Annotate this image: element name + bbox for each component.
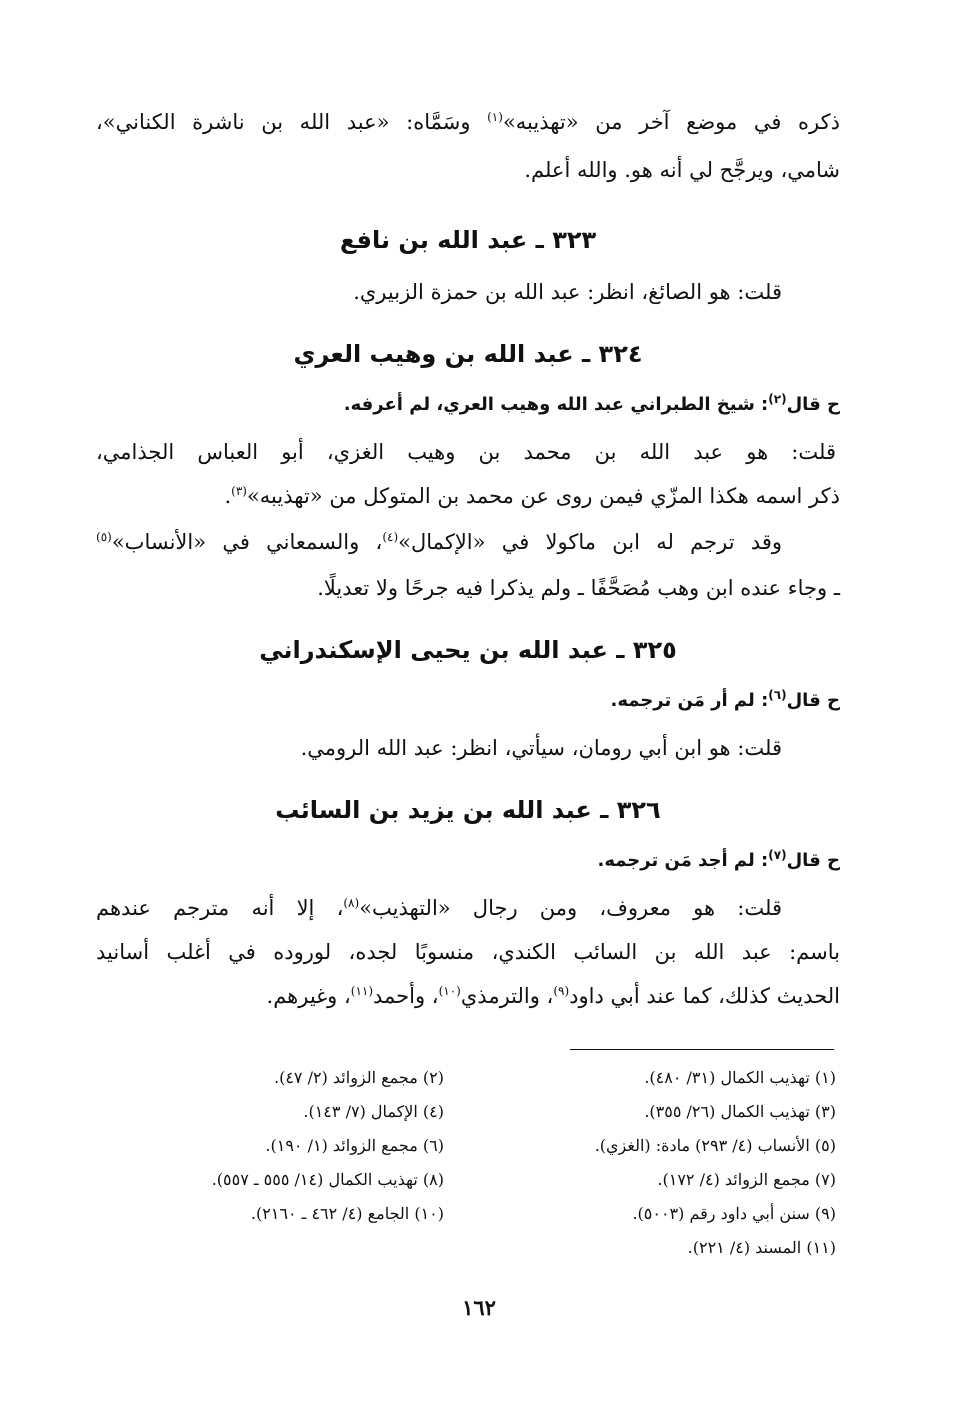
qult-325: قلت: هو ابن أبي رومان، سيأتي، انظر: عبد الله الرومي.	[300, 736, 782, 760]
qal-text: : لم أر مَن ترجمه.	[610, 690, 769, 711]
qal-mark: ح	[827, 690, 840, 711]
footnote-2: (٢) مجمع الزوائد (٢/ ٤٧).	[273, 1068, 444, 1087]
footnote-ref: (١)	[487, 110, 503, 124]
footnote-11: (١١) المسند (٤/ ٢٢١).	[687, 1238, 836, 1257]
footnote-ref: (٤)	[382, 530, 399, 544]
qult-326-line-3	[96, 984, 840, 1009]
footnote-3: (٣) تهذيب الكمال (٢٦/ ٣٥٥).	[644, 1102, 836, 1121]
qal-label: قال	[786, 394, 821, 415]
body-text: الحديث كذلك، كما عند أبي داود	[569, 984, 840, 1008]
footnote-5: (٥) الأنساب (٤/ ٢٩٣) مادة: (الغزي).	[594, 1136, 836, 1155]
qal-label: قال	[786, 850, 821, 871]
intro-text: وسَمَّاه: «عبد الله بن ناشرة الكناني»،	[96, 110, 488, 134]
body-text: ، وأحمد	[373, 984, 439, 1008]
intro-line-2: شامي، ويرجَّح لي أنه هو. والله أعلم.	[524, 158, 840, 182]
qal-325	[96, 690, 840, 712]
qult-324-line-2	[96, 484, 840, 509]
qult-324-line-1: قلت: هو عبد الله بن محمد بن وهيب الغزي، أبو العباس الجذامي،	[96, 440, 836, 464]
footnote-1: (١) تهذيب الكمال (٣١/ ٤٨٠).	[644, 1068, 836, 1087]
footnote-separator	[570, 1049, 834, 1050]
footnote-ref: (٣)	[231, 484, 247, 498]
footnote-ref: (٧)	[768, 848, 787, 862]
intro-text: ذكره في موضع آخر من «تهذيبه»	[502, 110, 840, 134]
body-text: ، والترمذي	[460, 984, 554, 1008]
body-text: قلت: هو معروف، ومن رجال «التهذيب»	[359, 896, 782, 920]
footnote-10: (١٠) الجامع (٤/ ٤٦٢ ـ ٢١٦٠).	[250, 1204, 444, 1223]
footnote-ref: (١١)	[350, 984, 374, 998]
footnote-ref: (٨)	[343, 896, 360, 910]
footnote-ref: (٥)	[96, 530, 112, 544]
body-text: ، إلا أنه مترجم عندهم	[96, 896, 344, 920]
qal-mark: ح	[827, 850, 840, 871]
qal-324	[96, 394, 840, 416]
body-text: .	[224, 484, 232, 508]
qult-326-line-1	[96, 896, 782, 921]
footnote-7: (٧) مجمع الزوائد (٤/ ١٧٢).	[657, 1170, 836, 1189]
entry-heading-326: ٣٢٦ ـ عبد الله بن يزيد بن السائب	[275, 796, 661, 824]
footnote-ref: (٦)	[768, 688, 787, 702]
footnote-ref: (٩)	[553, 984, 570, 998]
body-text: ذكر اسمه هكذا المزّي فيمن روى عن محمد بن المتوكل من «تهذيبه»	[246, 484, 840, 508]
footnote-4: (٤) الإكمال (٧/ ١٤٣).	[303, 1102, 444, 1121]
qal-mark: ح	[827, 394, 840, 415]
footnote-8: (٨) تهذيب الكمال (١٤/ ٥٥٥ ـ ٥٥٧).	[211, 1170, 444, 1189]
qal-text: : لم أجد مَن ترجمه.	[597, 850, 769, 871]
qult-324-line-4: ـ وجاء عنده ابن وهب مُصَحَّفًا ـ ولم يذكرا فيه جرحًا ولا تعديلًا.	[317, 576, 840, 600]
body-text: وقد ترجم له ابن ماكولا في «الإكمال»	[398, 530, 783, 554]
footnote-9: (٩) سنن أبي داود رقم (٥٠٠٣).	[632, 1204, 836, 1223]
intro-line-1	[96, 110, 840, 135]
qal-326	[96, 850, 840, 872]
footnote-ref: (٢)	[768, 392, 787, 406]
entry-heading-325: ٣٢٥ ـ عبد الله بن يحيى الإسكندراني	[259, 636, 677, 664]
body-text: ، وغيرهم.	[266, 984, 351, 1008]
entry-heading-324: ٣٢٤ ـ عبد الله بن وهيب العري	[293, 340, 643, 368]
page-number: ١٦٢	[462, 1295, 496, 1320]
body-text: ، والسمعاني في «الأنساب»	[111, 530, 383, 554]
entry-heading-323: ٣٢٣ ـ عبد الله بن نافع	[339, 226, 597, 254]
qult-324-line-3	[96, 530, 782, 555]
qal-label: قال	[786, 690, 821, 711]
footnote-6: (٦) مجمع الزوائد (١/ ١٩٠).	[265, 1136, 444, 1155]
qult-326-line-2: باسم: عبد الله بن السائب الكندي، منسوبًا لجده، لوروده في أغلب أسانيد	[96, 940, 840, 964]
qult-323: قلت: هو الصائغ، انظر: عبد الله بن حمزة الزبيري.	[353, 280, 782, 304]
qal-text: : شيخ الطبراني عبد الله وهيب العري، لم أعرفه.	[343, 394, 769, 415]
footnote-ref: (١٠)	[438, 984, 461, 998]
